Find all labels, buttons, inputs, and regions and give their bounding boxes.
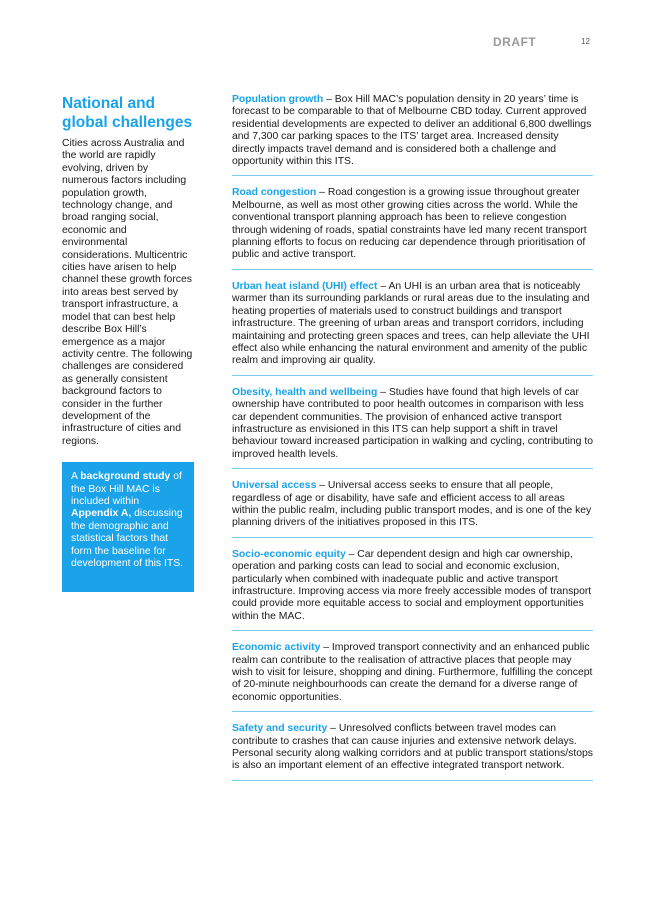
background-study-callout <box>62 462 194 592</box>
callout-text-3: discussing the demographic and statistical factors that form the baseline for development of this ITS. <box>71 508 184 569</box>
intro-paragraph: Cities across Australia and the world are rapidly evolving, driven by numerous factors including population growth, technology change, and broad ranging social, economic and environmental considerations. Multicentric cities have arisen to help channel these growth forces into areas best served by transport infrastructure, a model that can best help describe Box Hill’s emergence as a major activity centre. The following challenges are considered as generally consistent background factors to consider in the further development of the infrastructure of cities and regions. <box>62 138 193 447</box>
challenge-term: Obesity, health and wellbeing <box>232 386 378 398</box>
challenge-item <box>232 94 593 176</box>
challenge-item <box>232 642 593 712</box>
callout-text-2: of the Box Hill MAC is included within <box>71 471 182 507</box>
challenge-item <box>232 480 593 538</box>
challenge-term: Population growth <box>232 94 324 105</box>
callout-text-1: A <box>71 471 81 483</box>
challenge-description: – Universal access seeks to ensure that all people, regardless of age or disability, have safe and efficient access to all areas within the public realm, including public transport modes, and is one of the key planning drivers of the initiatives proposed in this ITS. <box>232 480 592 529</box>
section-title: National and global challenges <box>62 95 193 131</box>
challenge-description: – Unresolved conflicts between travel modes can contribute to crashes that can cause injuries and extensive network delays. Personal security along walking corridors and at public transport stations/stops is also an important element of an effective integrated transport network. <box>232 723 593 772</box>
challenge-item <box>232 281 593 376</box>
page-number: 12 <box>581 37 590 46</box>
challenge-description: – Studies have found that high levels of car ownership have contributed to poor health outcomes in comparison with less car dependent communities. The provision of enhanced active transport infrastructure as envisioned in this ITS can help support a shift in travel behaviour toward increased participation in walking and cycling, contributing to improved health levels. <box>232 386 593 460</box>
challenge-item <box>232 387 593 469</box>
challenge-term: Road congestion <box>232 187 317 199</box>
callout-bold-1: background study <box>80 471 171 483</box>
challenge-description: – Road congestion is a growing issue throughout greater Melbourne, as well as most other growing cities across the world. While the conventional transport planning approach has been to relieve congestion through widening of roads, spatial constraints have led many recent transport planning efforts to focus on reducing car dependence through prioritisation of public and active transport. <box>232 187 587 261</box>
challenge-item <box>232 187 593 269</box>
challenge-term: Safety and security <box>232 723 328 735</box>
draft-watermark: DRAFT <box>493 35 537 49</box>
challenge-term: Universal access <box>232 480 317 492</box>
left-column <box>62 94 194 592</box>
challenge-description: – Box Hill MAC’s population density in 20 years’ time is forecast to be comparable to that of Melbourne CBD today. Current approved residential developments are expected to deliver an additional 6,800 dwellings and 7,300 car parking spaces to the ITS’ target area. Increased density directly impacts travel demand and is considered both a challenge and opportunity within this ITS. <box>232 94 592 168</box>
callout-appendix-link: Appendix A, <box>71 508 132 520</box>
challenge-item <box>232 723 593 781</box>
challenge-description: – Improved transport connectivity and an enhanced public realm can contribute to the realisation of attractive places that people may wish to visit for leisure, shopping and dining. Furthermore, fulfilling the concept of 20-minute neighbourhoods can create the demand for a diverse range of economic opportunities. <box>232 642 593 703</box>
challenge-term: Urban heat island (UHI) effect <box>232 280 378 292</box>
challenge-description: – An UHI is an urban area that is noticeably warmer than its surrounding parklands or rural areas due to the insulating and heating properties of materials used to construct buildings and transport infrastructure. The greening of urban areas and transport corridors, including maintaining and protecting green spaces and trees, can help alleviate the UHI effect also while enhancing the natural environment and amenity of the public realm and improving air quality. <box>232 280 590 367</box>
challenge-term: Socio-economic equity <box>232 548 346 560</box>
challenge-item <box>232 549 593 631</box>
challenge-description: – Car dependent design and high car ownership, operation and parking costs can lead to social and economic exclusion, particularly when combined with inadequate public and active transport infrastructure. Improving access via more freely accessible modes of transport could provide more equitable access to social and employment opportunities within the MAC. <box>232 548 592 622</box>
challenges-list <box>232 94 593 792</box>
challenge-term: Economic activity <box>232 642 321 654</box>
